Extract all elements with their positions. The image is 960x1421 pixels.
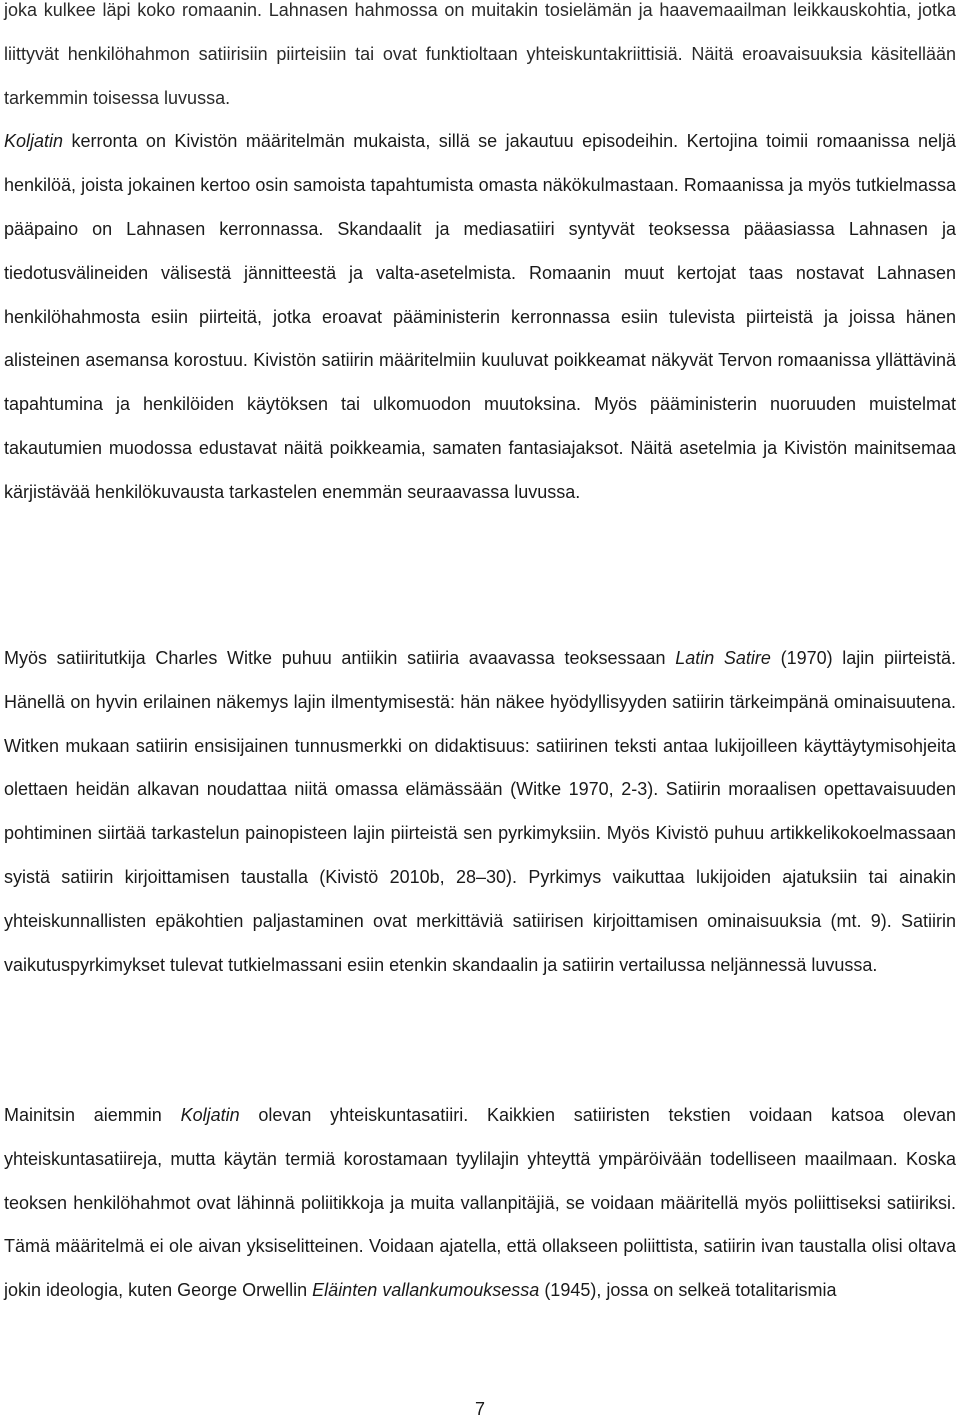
text-run: joka kulkee läpi koko romaanin. Lahnasen hahmossa on muitakin tosielämän ja haavemaailman leikkauskohtia, jotka liittyvät henkilöhahmon satiirisiin piirteisiin tai ovat funktioltaan yhteiskuntakriittisiä. Näitä eroavaisuuksia käsitellään tarkemmin toisessa luvussa. [4, 0, 956, 108]
text-run: kerronta on Kivistön määritelmän mukaista, sillä se jakautuu episodeihin. Kertojina toimii romaanissa neljä henkilöä, joista jokainen kertoo osin samoista tapahtumista omasta näkökulmastaan. Romaanissa ja myös tutkielmassa pääpaino on Lahnasen kerronnassa. Skandaalit ja mediasatiiri syntyvät teoksessa pääasiassa Lahnasen ja tiedotusvälineiden välisestä jännitteestä ja valta-asetelmista. Romaanin muut kertojat taas nostavat Lahnasen henkilöhahmosta esiin piirteitä, jotka eroavat pääministerin kerronnassa esiin tulevista piirteistä ja joissa hänen alisteinen asemansa korostuu. Kivistön satiirin määritelmiin kuuluvat poikkeamat näkyvät Tervon romaanissa yllättävinä tapahtumina ja henkilöiden käytöksen tai ulkomuodon muutoksina. Myös pääministerin nuoruuden muistelmat takautumien muodossa edustavat näitä poikkeamia, samaten fantasiajaksot. Näitä asetelmia ja Kivistön mainitsemaa kärjistävää henkilökuvausta tarkastelen enemmän seuraavassa luvussa. [4, 131, 956, 502]
paragraph-2 [4, 637, 956, 987]
italic-title: Koljatin [180, 1105, 240, 1125]
text-run: Mainitsin aiemmin [4, 1105, 181, 1125]
text-run: (1945), jossa on selkeä totalitarismia [539, 1280, 837, 1301]
text-run: Myös satiiritutkija Charles Witke puhuu antiikin satiiria avaavassa teoksessaan [4, 648, 676, 668]
italic-title: Latin Satire [675, 648, 771, 668]
text-run: (1970) lajin piirteistä. Hänellä on hyvin erilainen näkemys lajin ilmentymisestä: hän näkee hyödyllisyyden satiirin tärkeimpänä ominaisuutena. Witken mukaan satiirin ensisijainen tunnusmerkki on didaktisuus: satiirinen teksti antaa lukijoilleen käyttäytymisohjeita olettaen heidän alkavan noudattaa niitä omassa elämässään (Witke 1970, 2-3). Satiirin moraalisen opettavaisuuden pohtiminen siirtää tarkastelun painopisteen lajin piirteistä sen pyrkimyksiin. Myös Kivistö puhuu artikkelikokoelmassaan syistä satiirin kirjoittamisen taustalla (Kivistö 2010b, 28–30). Pyrkimys vaikuttaa lukijoiden ajatuksiin tai ainakin yhteiskunnallisten epäkohtien paljastaminen ovat merkittäviä satiirisen kirjoittamisen ominaisuuksia (mt. 9). Satiirin vaikutuspyrkimykset tulevat tutkielmassani esiin etenkin skandaalin ja satiirin vertailussa neljännessä luvussa. [4, 648, 956, 975]
paragraph-1 [4, 0, 956, 515]
italic-title: Eläinten vallankumouksessa [312, 1280, 540, 1301]
text-run: olevan yhteiskuntasatiiri. Kaikkien satiiristen tekstien voidaan katsoa olevan yhteiskuntasatiireja, mutta käytän termiä korostamaan tyylilajin yhteyttä ympäröivään todelliseen maailmaan. Koska teoksen henkilöhahmot ovat lähinnä poliitikkoja ja muita vallanpitäjiä, se voidaan määritellä myös poliittiseksi satiiriksi. Tämä määritelmä ei ole aivan yksiselitteinen. Voidaan ajatella, että ollakseen poliittista, satiirin ivan taustalla olisi oltava jokin ideologia, kuten George Orwellin [4, 1105, 956, 1301]
italic-title: Koljatin [4, 131, 64, 152]
page-number: 7 [474, 1399, 485, 1419]
paragraph-3 [4, 1094, 956, 1313]
